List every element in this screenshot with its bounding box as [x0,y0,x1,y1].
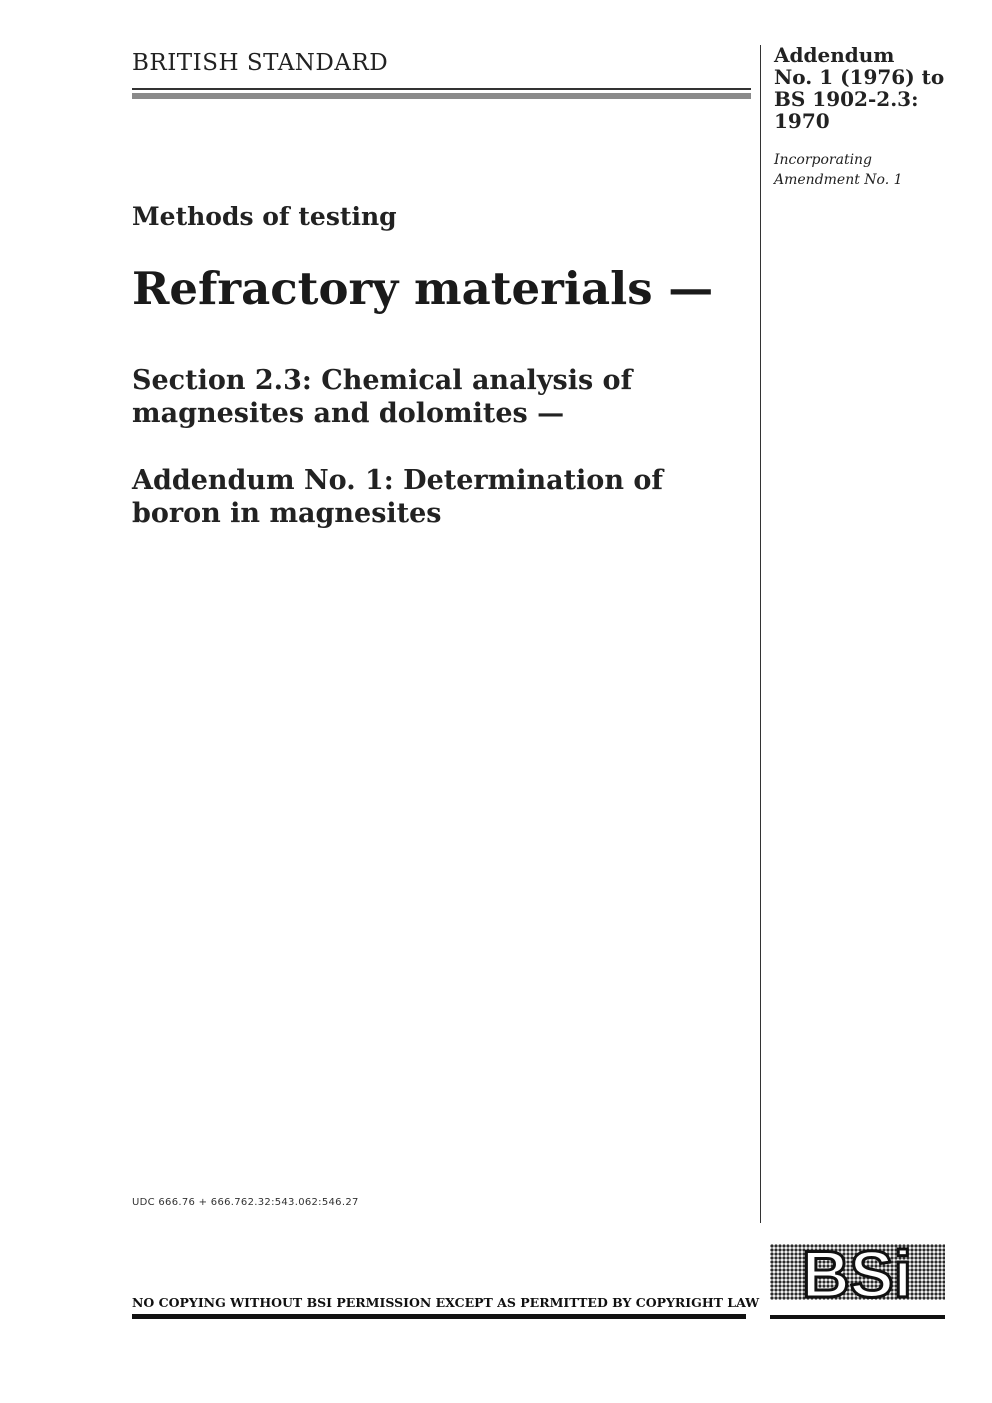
udc-code: UDC 666.76 + 666.762.32:543.062:546.27 [132,1197,359,1208]
series-title: Methods of testing [132,202,397,231]
brand-heading: BRITISH STANDARD [132,50,389,76]
addendum-reference-line: BS 1902-2.3: [774,87,919,111]
header-grey-rule [132,93,751,99]
amendment-note [774,150,974,190]
addendum-reference-line: Addendum [774,43,895,67]
logo-lettering: BSi [801,1244,913,1311]
header-rule [132,88,751,90]
vertical-divider [760,45,761,1223]
section-title [132,364,732,430]
addendum-reference [774,44,974,132]
addendum-title-line: Addendum No. 1: Determination of [132,465,663,496]
document-title: Refractory materials — [132,262,714,315]
addendum-title [132,464,732,530]
amendment-note-line: Amendment No. 1 [774,172,903,188]
addendum-reference-line: 1970 [774,109,830,133]
copyright-notice: NO COPYING WITHOUT BSI PERMISSION EXCEPT AS PERMITTED BY COPYRIGHT LAW [132,1295,760,1310]
addendum-reference-line: No. 1 (1976) to [774,65,945,89]
bsi-logo-icon [770,1244,945,1320]
footer-rule [132,1314,746,1319]
section-title-line: Section 2.3: Chemical analysis of [132,365,633,396]
addendum-title-line: boron in magnesites [132,498,442,529]
amendment-note-line: Incorporating [774,152,873,168]
section-title-line: magnesites and dolomites — [132,398,565,429]
